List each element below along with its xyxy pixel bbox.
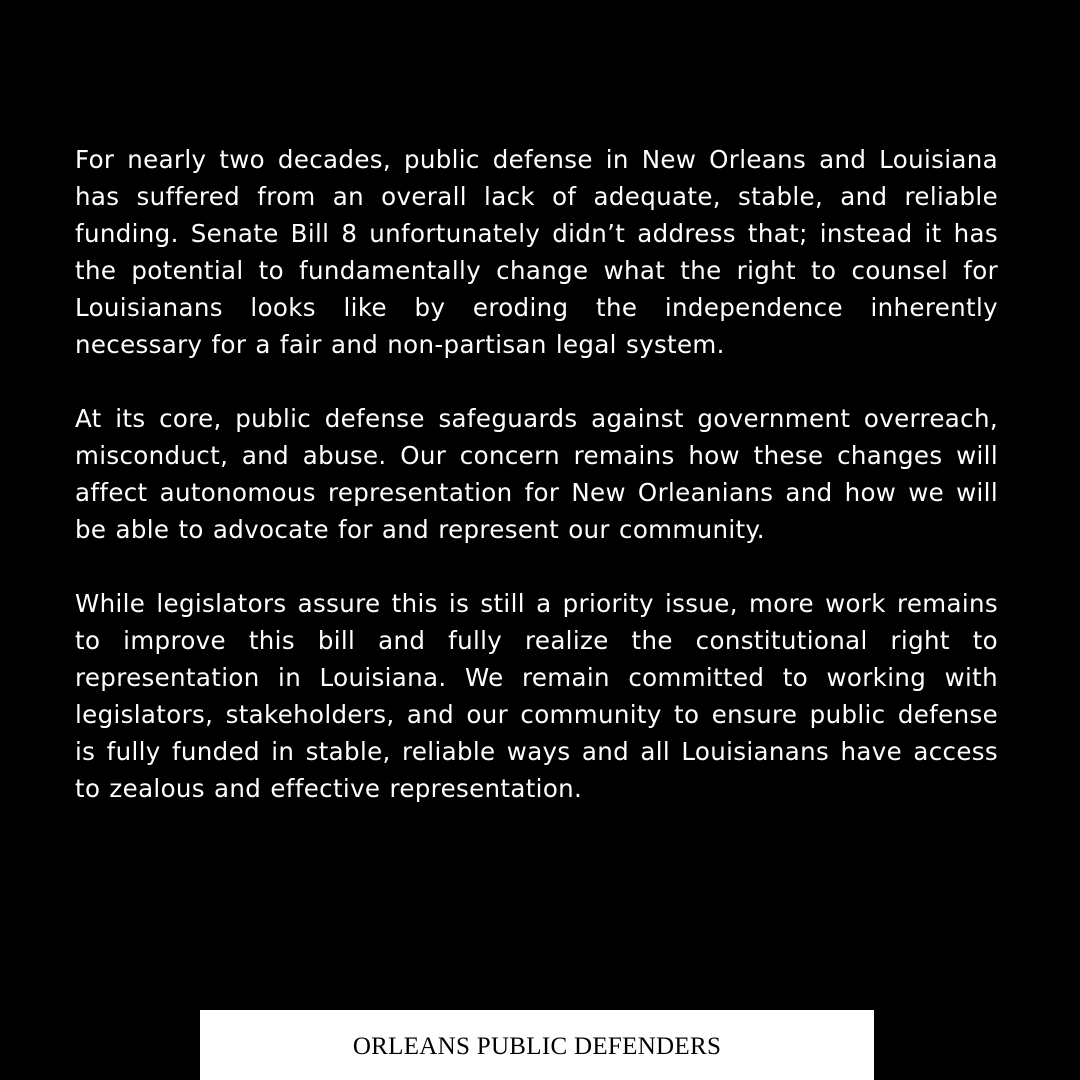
- statement-paragraph-2: At its core, public defense safeguards against government overreach, misconduct, and abuse. Our concern remains how these changes will affect autonomous representation for New Orleanians and how we will be able to advocate for and represent our community.: [75, 404, 998, 544]
- organization-name: ORLEANS PUBLIC DEFENDERS: [352, 1033, 722, 1060]
- statement-paragraph-3: While legislators assure this is still a priority issue, more work remains to improve this bill and fully realize the constitutional right to representation in Louisiana. We remain committed to working with legislators, stakeholders, and our community to ensure public defense is fully funded in stable, reliable ways and all Louisianans have access to zealous and effective representation.: [75, 589, 998, 803]
- organization-banner: [200, 1010, 874, 1080]
- statement-paragraph-1: For nearly two decades, public defense in New Orleans and Louisiana has suffered from an overall lack of adequate, stable, and reliable funding. Senate Bill 8 unfortunately didn’t address that; instead it has the potential to fundamentally change what the right to counsel for Louisianans looks like by eroding the independence inherently necessary for a fair and non-partisan legal system.: [75, 145, 998, 359]
- statement-text: [75, 141, 998, 807]
